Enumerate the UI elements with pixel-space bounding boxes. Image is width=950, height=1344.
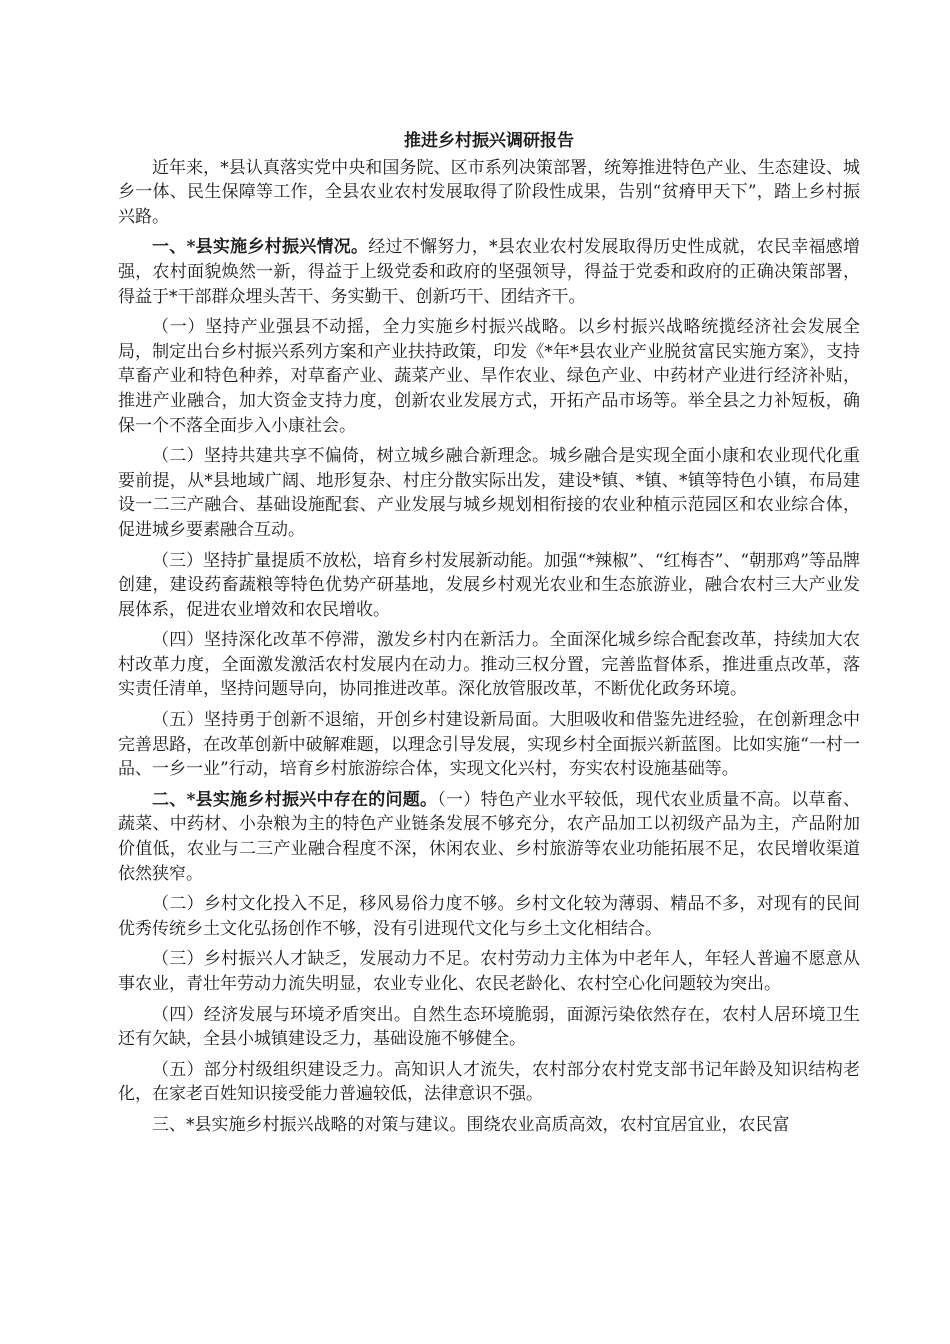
paragraph-text: （三）坚持扩量提质不放松，培育乡村发展新动能。加强“*辣椒”、“红梅杏”、“朝那鸡”等品牌创建，建设药畜蔬粮等特色优势产研基地，发展乡村观光农业和生态旅游业，融合农村三大产业发展体系，促进农业增效和农民增收。: [118, 550, 860, 620]
paragraph-1-5: [118, 708, 860, 782]
document-body: [118, 129, 860, 1144]
paragraph-text: 近年来，*县认真落实党中央和国务院、区市系列决策部署，统筹推进特色产业、生态建设、城乡一体、民生保障等工作，全县农业农村发展取得了阶段性成果，告别“贫瘠甲天下”，踏上乡村振兴路。: [118, 157, 860, 227]
paragraph-text: （二）乡村文化投入不足，移风易俗力度不够。乡村文化较为薄弱、精品不多，对现有的民间优秀传统乡土文化弘扬创作不够，没有引进现代文化与乡土文化相结合。: [118, 894, 860, 939]
document-title: 推进乡村振兴调研报告: [404, 131, 574, 151]
paragraph-section-1: [118, 235, 860, 309]
paragraph-2-2: [118, 892, 860, 941]
paragraph-text: （四）坚持深化改革不停滞，激发乡村内在新活力。全面深化城乡综合配套改革，持续加大农村改革力度，全面激发激活农村发展内在动力。推动三权分置，完善监督体系，推进重点改革，落实责任清单，坚持问题导向，协同推进改革。深化放管服改革，不断优化政务环境。: [118, 630, 860, 700]
paragraph-1-3: [118, 549, 860, 623]
paragraph-text: （三）乡村振兴人才缺乏，发展动力不足。农村劳动力主体为中老年人，年轻人普遍不愿意从事农业，青壮年劳动力流失明显，农业专业化、农民老龄化、农村空心化问题较为突出。: [118, 949, 860, 994]
paragraph-text: （一）特色产业水平较低，现代农业质量不高。以草畜、蔬菜、中药材、小杂粮为主的特色产业链条发展不够充分，农产品加工以初级产品为主，产品附加价值低，农业与二三产业融合程度不深，休闲农业、乡村旅游等农业功能拓展不足，农民增收渠道依然狭窄。: [118, 789, 861, 884]
paragraph-1-1: [118, 315, 860, 438]
paragraph-text: （五）坚持勇于创新不退缩，开创乡村建设新局面。大胆吸收和借鉴先进经验，在创新理念中完善思路，在改革创新中破解难题，以理念引导发展，实现乡村全面振兴新蓝图。比如实施“一村一品、一乡一业”行动，培育乡村旅游综合体，实现文化兴村，夯实农村设施基础等。: [118, 710, 860, 780]
section-heading: 一、*县实施乡村振兴情况。: [152, 237, 369, 258]
paragraph-1-2: [118, 444, 860, 542]
paragraph-text: （一）坚持产业强县不动摇，全力实施乡村振兴战略。以乡村振兴战略统揽经济社会发展全局，制定出台乡村振兴系列方案和产业扶持政策，印发《*年*县农业产业脱贫富民实施方案》，支持草畜产业和特色种养，对草畜产业、蔬菜产业、旱作农业、绿色产业、中药材产业进行经济补贴，推进产业融合，加大资金支持力度，创新农业发展方式，开拓产品市场等。举全县之力补短板，确保一个不落全面步入小康社会。: [118, 317, 860, 436]
paragraph-2-3: [118, 947, 860, 996]
paragraph-1-4: [118, 628, 860, 702]
paragraph-text: （四）经济发展与环境矛盾突出。自然生态环境脆弱，面源污染依然存在，农村人居环境卫生还有欠缺，全县小城镇建设乏力，基础设施不够健全。: [118, 1004, 860, 1050]
paragraph-intro: [118, 156, 860, 230]
paragraph-text: （二）坚持共建共享不偏倚，树立城乡融合新理念。城乡融合是实现全面小康和农业现代化重要前提，从*县地域广阔、地形复杂、村庄分散实际出发，建设*镇、*镇、*镇等特色小镇，布局建设一二三产融合、基础设施配套、产业发展与城乡规划相衔接的农业种植示范园区和农业综合体，促进城乡要素融合互动。: [118, 446, 860, 540]
paragraph-text: 经过不懈努力，*县农业农村发展取得历史性成就，农民幸福感增强，农村面貌焕然一新，得益于上级党委和政府的坚强领导，得益于党委和政府的正确决策部署，得益于*干部群众埋头苦干、务实勤干、创新巧干、团结齐干。: [118, 237, 861, 307]
paragraph-2-5: [118, 1058, 860, 1107]
paragraph-text: （五）部分村级组织建设乏力。高知识人才流失，农村部分农村党支部书记年龄及知识结构老化，在家老百姓知识接受能力普遍较低，法律意识不强。: [118, 1059, 860, 1105]
paragraph-section-3: [118, 1113, 860, 1138]
section-heading: 二、*县实施乡村振兴中存在的问题。: [152, 789, 438, 810]
paragraph-text: 三、*县实施乡村振兴战略的对策与建议。围绕农业高质高效，农村宜居宜业，农民富: [152, 1114, 790, 1135]
paragraph-2-4: [118, 1003, 860, 1052]
paragraph-section-2: [118, 788, 860, 886]
